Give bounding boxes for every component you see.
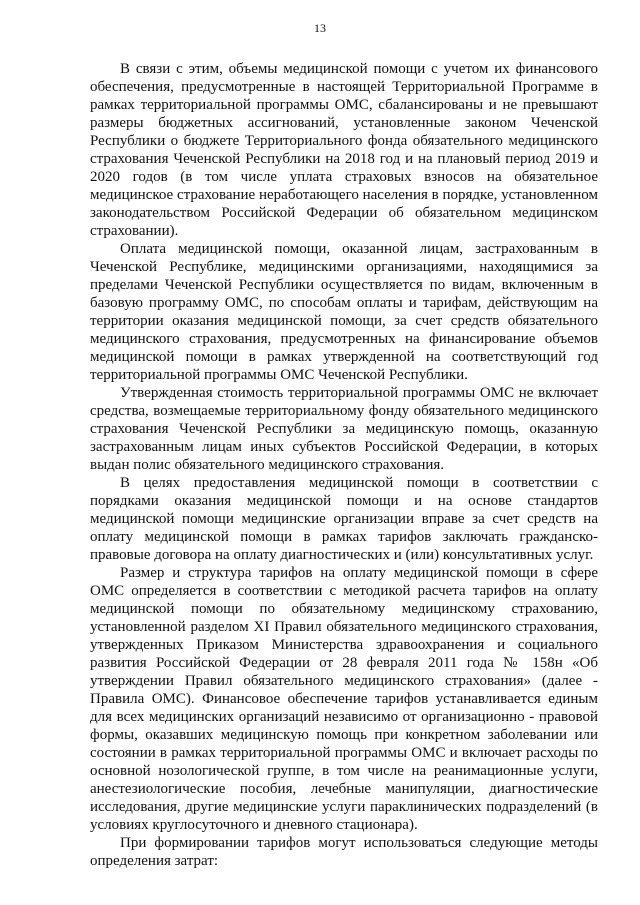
paragraph-cost-methods-intro: При формировании тарифов могут использоваться следующие методы определения затрат: — [90, 835, 598, 869]
paragraph-volumes-balance: В связи с этим, объемы медицинской помощи с учетом их финансового обеспечения, предусмотренные в настоящей Территориальной Программе в рамках территориальной программы ОМС, сбалансированы и не превышают размеры бюджетных ассигнований, установленные законом Чеченской Республики о бюджете Территориального фонда обязательного медицинского страхования Чеченской Республики на 2018 год и на плановый период 2019 и 2020 годов (в том числе уплата страховых взносов на обязательное медицинское страхование неработающего населения в порядке, установленном законодательством Российской Федерации об обязательном медицинском страховании). — [90, 61, 598, 239]
paragraph-tariff-structure: Размер и структура тарифов на оплату медицинской помощи в сфере ОМС определяется в соответствии с методикой расчета тарифов на оплату медицинской помощи по обязательному медицинскому страхованию, установленной разделом XI Правил обязательного медицинского страхования, утвержденных Приказом Министерства здравоохранения и социального развития Российской Федерации от 28 февраля 2011 года № 158н «Об утверждении Правил обязательного медицинского страхования» (далее - Правила ОМС). Финансовое обеспечение тарифов устанавливается единым для всех медицинских организаций независимо от организационно - правовой формы, оказавших медицинскую помощь при конкретном заболевании или состоянии в рамках территориальной программы ОМС и включает расходы по основной нозологической группе, в том числе на реанимационные услуги, анестезиологические пособия, лечебные манипуляции, диагностические исследования, другие медицинские услуги параклинических подразделений (в условиях круглосуточного и дневного стационара). — [90, 565, 598, 833]
paragraph-payment-outside-republic: Оплата медицинской помощи, оказанной лицам, застрахованным в Чеченской Республике, медицинскими организациями, находящимися за пределами Чеченской Республики осуществляется по видам, включенным в базовую программу ОМС, по способам оплаты и тарифам, действующим на территории оказания медицинской помощи, за счет средств обязательного медицинского страхования, предусмотренных на финансирование объемов медицинской помощи в рамках утвержденной на соответствующий год территориальной программы ОМС Чеченской Республики. — [90, 241, 598, 383]
page-number: 13 — [314, 21, 326, 35]
paragraph-civil-contracts: В целях предоставления медицинской помощи в соответствии с порядками оказания медицинской помощи и на основе стандартов медицинской помощи медицинские организации вправе за счет средств на оплату медицинской помощи в рамках тарифов заключать гражданско-правовые договора на оплату диагностических и (или) консультативных услуг. — [90, 475, 598, 563]
document-body — [90, 60, 598, 870]
paragraph-program-cost-exclusion: Утвержденная стоимость территориальной программы ОМС не включает средства, возмещаемые территориальному фонду обязательного медицинского страхования Чеченской Республики за медицинскую помощь, оказанную застрахованным лицам иных субъектов Российской Федерации, в которых выдан полис обязательного медицинского страхования. — [90, 385, 598, 473]
